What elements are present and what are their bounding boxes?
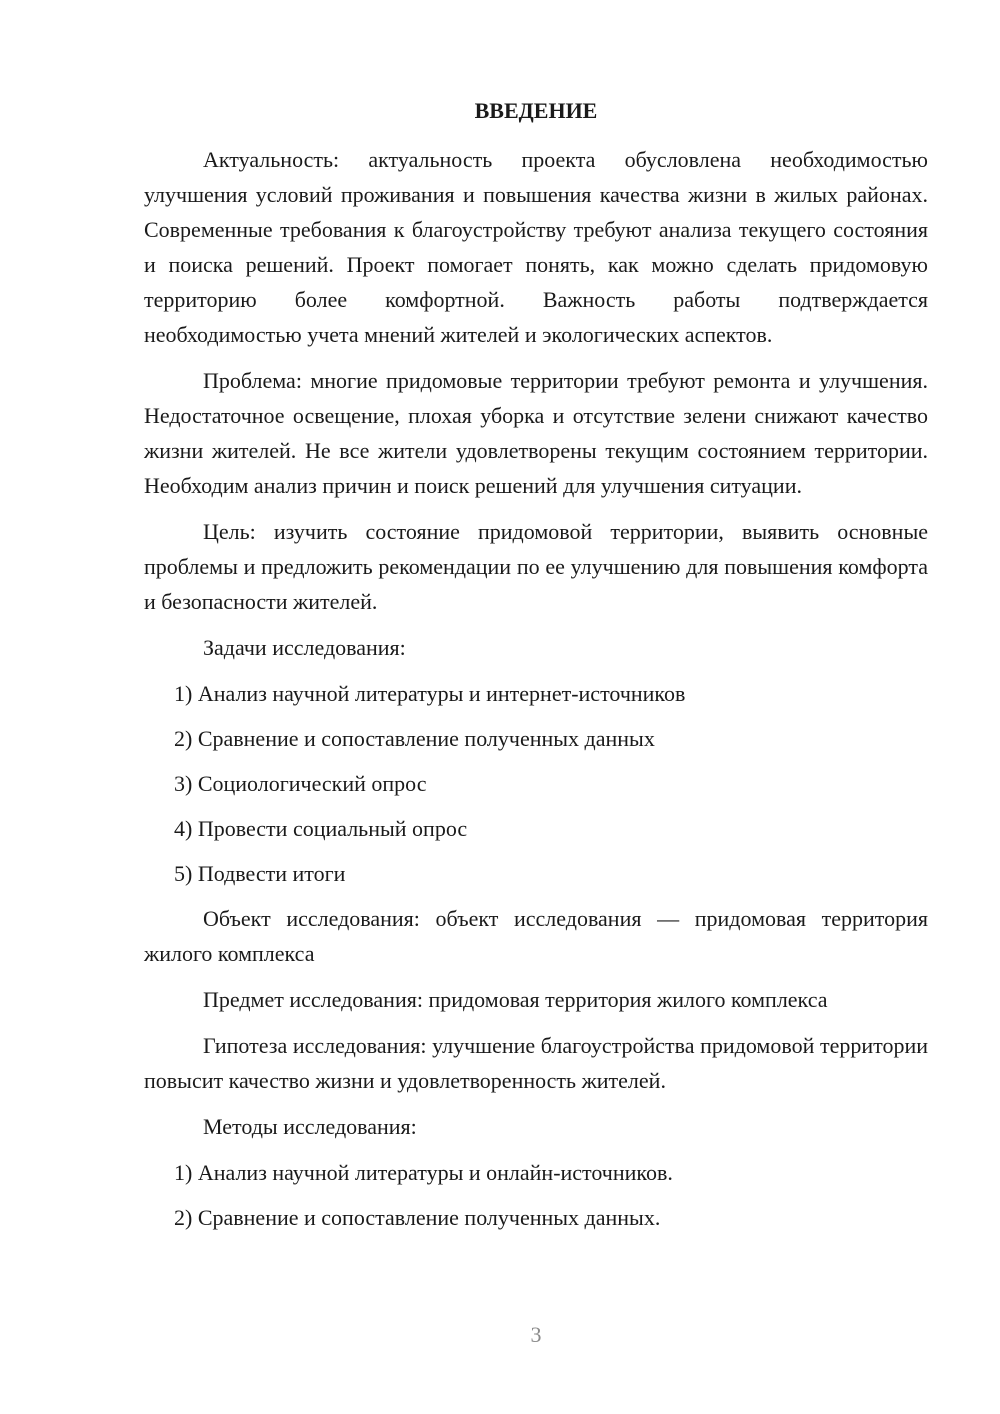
problem-paragraph: Проблема: многие придомовые территории требуют ремонта и улучшения. Недостаточное освещение, плохая уборка и отсутствие зелени снижают качество жизни жителей. Не все жители удовлетворены текущим состоянием территории. Необходим анализ причин и поиск решений для улучшения ситуации.: [144, 368, 928, 498]
page-number: 3: [530, 1322, 542, 1347]
subject-paragraph: Предмет исследования: придомовая территория жилого комплекса: [203, 987, 828, 1012]
task-item: 5) Подвести итоги: [174, 861, 346, 886]
task-item: 1) Анализ научной литературы и интернет-источников: [174, 681, 686, 706]
task-item: 3) Социологический опрос: [174, 771, 427, 796]
method-item: 2) Сравнение и сопоставление полученных данных.: [174, 1205, 661, 1230]
methods-title: Методы исследования:: [203, 1114, 417, 1139]
document-body: [144, 142, 928, 1245]
method-item: 1) Анализ научной литературы и онлайн-источников.: [174, 1160, 673, 1185]
hypothesis-paragraph: Гипотеза исследования: улучшение благоустройства придомовой территории повысит качество жизни и удовлетворенность жителей.: [144, 1033, 928, 1093]
goal-paragraph: Цель: изучить состояние придомовой территории, выявить основные проблемы и предложить рекомендации по ее улучшению для повышения комфорта и безопасности жителей.: [144, 519, 928, 614]
task-item: 4) Провести социальный опрос: [174, 816, 468, 841]
object-paragraph: Объект исследования: объект исследования — придомовая территория жилого комплекса: [144, 906, 928, 966]
relevance-paragraph: Актуальность: актуальность проекта обусловлена необходимостью улучшения условий проживания и повышения качества жизни в жилых районах. Современные требования к благоустройству требуют анализа текущего состояния и поиска решений. Проект помогает понять, как можно сделать придомовую территорию более комфортной. Важность работы подтверждается необходимостью учета мнений жителей и экологических аспектов.: [144, 147, 928, 347]
page-title: ВВЕДЕНИЕ: [474, 98, 598, 123]
task-item: 2) Сравнение и сопоставление полученных данных: [174, 726, 655, 751]
tasks-title: Задачи исследования:: [203, 635, 406, 660]
